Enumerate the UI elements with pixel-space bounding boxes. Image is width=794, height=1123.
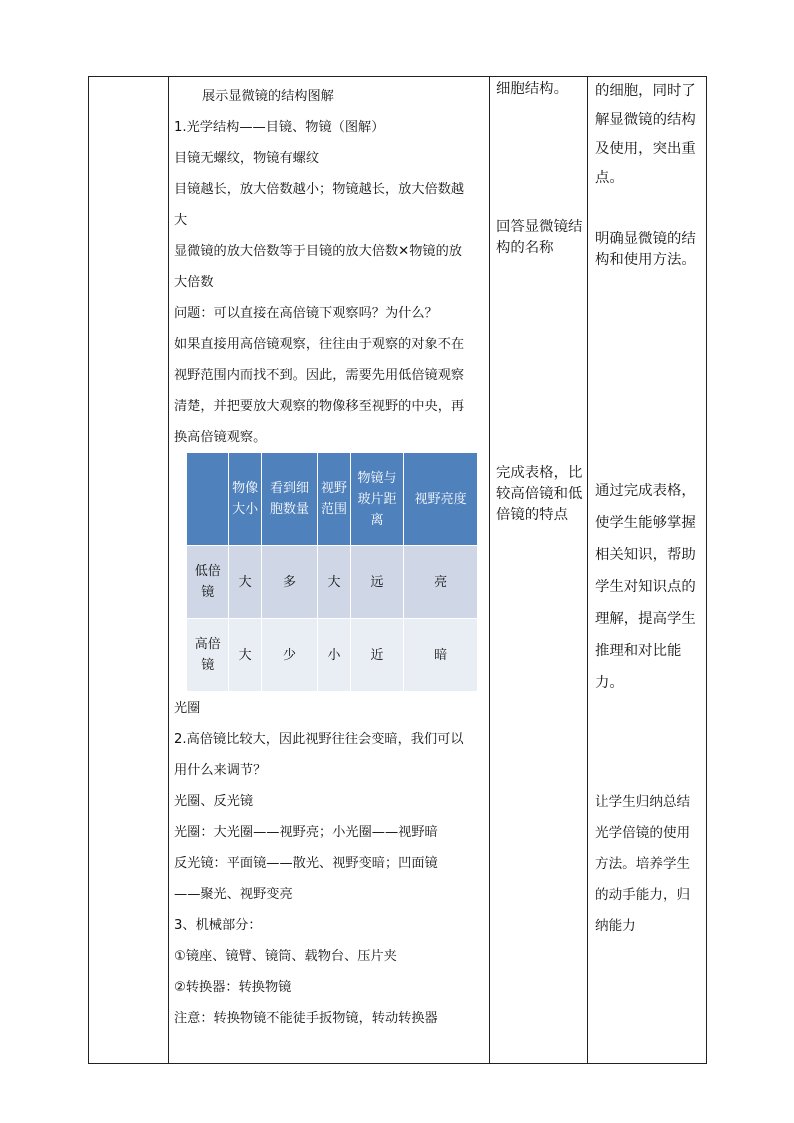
table-cell: 小 [318,619,350,692]
table-cell: 大 [229,546,261,619]
content-line: 用什么来调节？ [174,763,267,778]
content-line: 光圈、反光镜 [174,794,254,809]
content-line: 视野范围内而找不到。因此，需要先用低倍镜观察 [174,368,465,383]
design-intent-1 [595,77,703,193]
table-cell: 大 [318,546,350,619]
student-activity-text: 细胞结构。 [496,81,568,97]
content-line: 3、机械部分： [174,918,262,933]
table-header-cell: 视野范围 [318,453,350,546]
content-line: 问题：可以直接在高倍镜下观察吗？为什么？ [174,306,438,321]
content-line: 目镜越长，放大倍数越小；物镜越长，放大倍数越 [174,182,465,197]
design-intent-4 [595,787,703,942]
table-row [187,546,478,619]
content-line: 光圈：大光圈——视野亮；小光圈——视野暗 [174,825,438,840]
lesson-plan-table [88,76,707,1064]
lens-comparison-table [186,452,478,692]
teaching-content-continued [174,693,486,1034]
student-activity-1 [496,79,584,100]
content-line: 显微镜的放大倍数等于目镜的放大倍数✕物镜的放 [174,244,462,259]
table-header-cell: 视野亮度 [404,453,478,546]
design-intent-3 [595,475,703,699]
student-activity-2 [496,217,584,259]
student-activity-text: 完成表格，比较高倍镜和低倍镜的特点 [496,465,583,523]
content-line: ——聚光、视野变亮 [174,887,293,902]
table-header-cell: 看到细胞数量 [261,453,318,546]
table-cell: 多 [261,546,318,619]
content-line: 注意：转换物镜不能徒手扳物镜，转动转换器 [174,1011,438,1026]
content-line: 如果直接用高倍镜观察，往往由于观察的对象不在 [174,337,465,352]
table-header-row [187,453,478,546]
table-cell: 远 [350,546,404,619]
table-row [187,619,478,692]
content-line: 目镜无螺纹，物镜有螺纹 [174,151,320,166]
content-line: 大倍数 [174,275,214,290]
content-line: 光圈 [174,701,201,716]
column-divider [489,77,490,1063]
content-line: 大 [174,213,188,228]
student-activity-text: 回答显微镜结构的名称 [496,219,583,256]
design-intent-2 [595,229,703,271]
design-intent-text: 明确显微镜的结构和使用方法。 [595,231,696,268]
student-activity-3 [496,463,584,526]
content-line: 2.高倍镜比较大，因此视野往往会变暗，我们可以 [174,732,464,747]
design-intent-text: 的细胞，同时了解显微镜的结构及使用，突出重点。 [595,83,696,186]
design-intent-text: 通过完成表格，使学生能够掌握相关知识，帮助学生对知识点的理解，提高学生推理和对比能力。 [595,483,696,691]
table-cell: 少 [261,619,318,692]
content-line: 展示显微镜的结构图解 [202,89,334,104]
table-cell: 暗 [404,619,478,692]
content-line: ①镜座、镜臂、镜筒、载物台、压片夹 [174,949,397,964]
table-cell: 低倍镜 [187,546,229,619]
table-header-cell [187,453,229,546]
table-header-cell: 物像大小 [229,453,261,546]
teaching-content-column [174,81,486,453]
table-cell: 近 [350,619,404,692]
content-line: 1.光学结构——目镜、物镜（图解） [174,120,385,135]
table-cell: 高倍镜 [187,619,229,692]
column-divider [587,77,588,1063]
content-line: 反光镜：平面镜——散光、视野变暗；凹面镜 [174,856,438,871]
design-intent-text: 让学生归纳总结光学倍镜的使用方法。培养学生的动手能力，归纳能力 [595,794,691,934]
content-line: 换高倍镜观察。 [174,430,267,445]
table-cell: 大 [229,619,261,692]
content-line: ②转换器：转换物镜 [174,980,292,995]
content-line: 清楚，并把要放大观察的物像移至视野的中央，再 [174,399,465,414]
table-cell: 亮 [404,546,478,619]
table-header-cell: 物镜与玻片距离 [350,453,404,546]
column-divider [168,77,169,1063]
